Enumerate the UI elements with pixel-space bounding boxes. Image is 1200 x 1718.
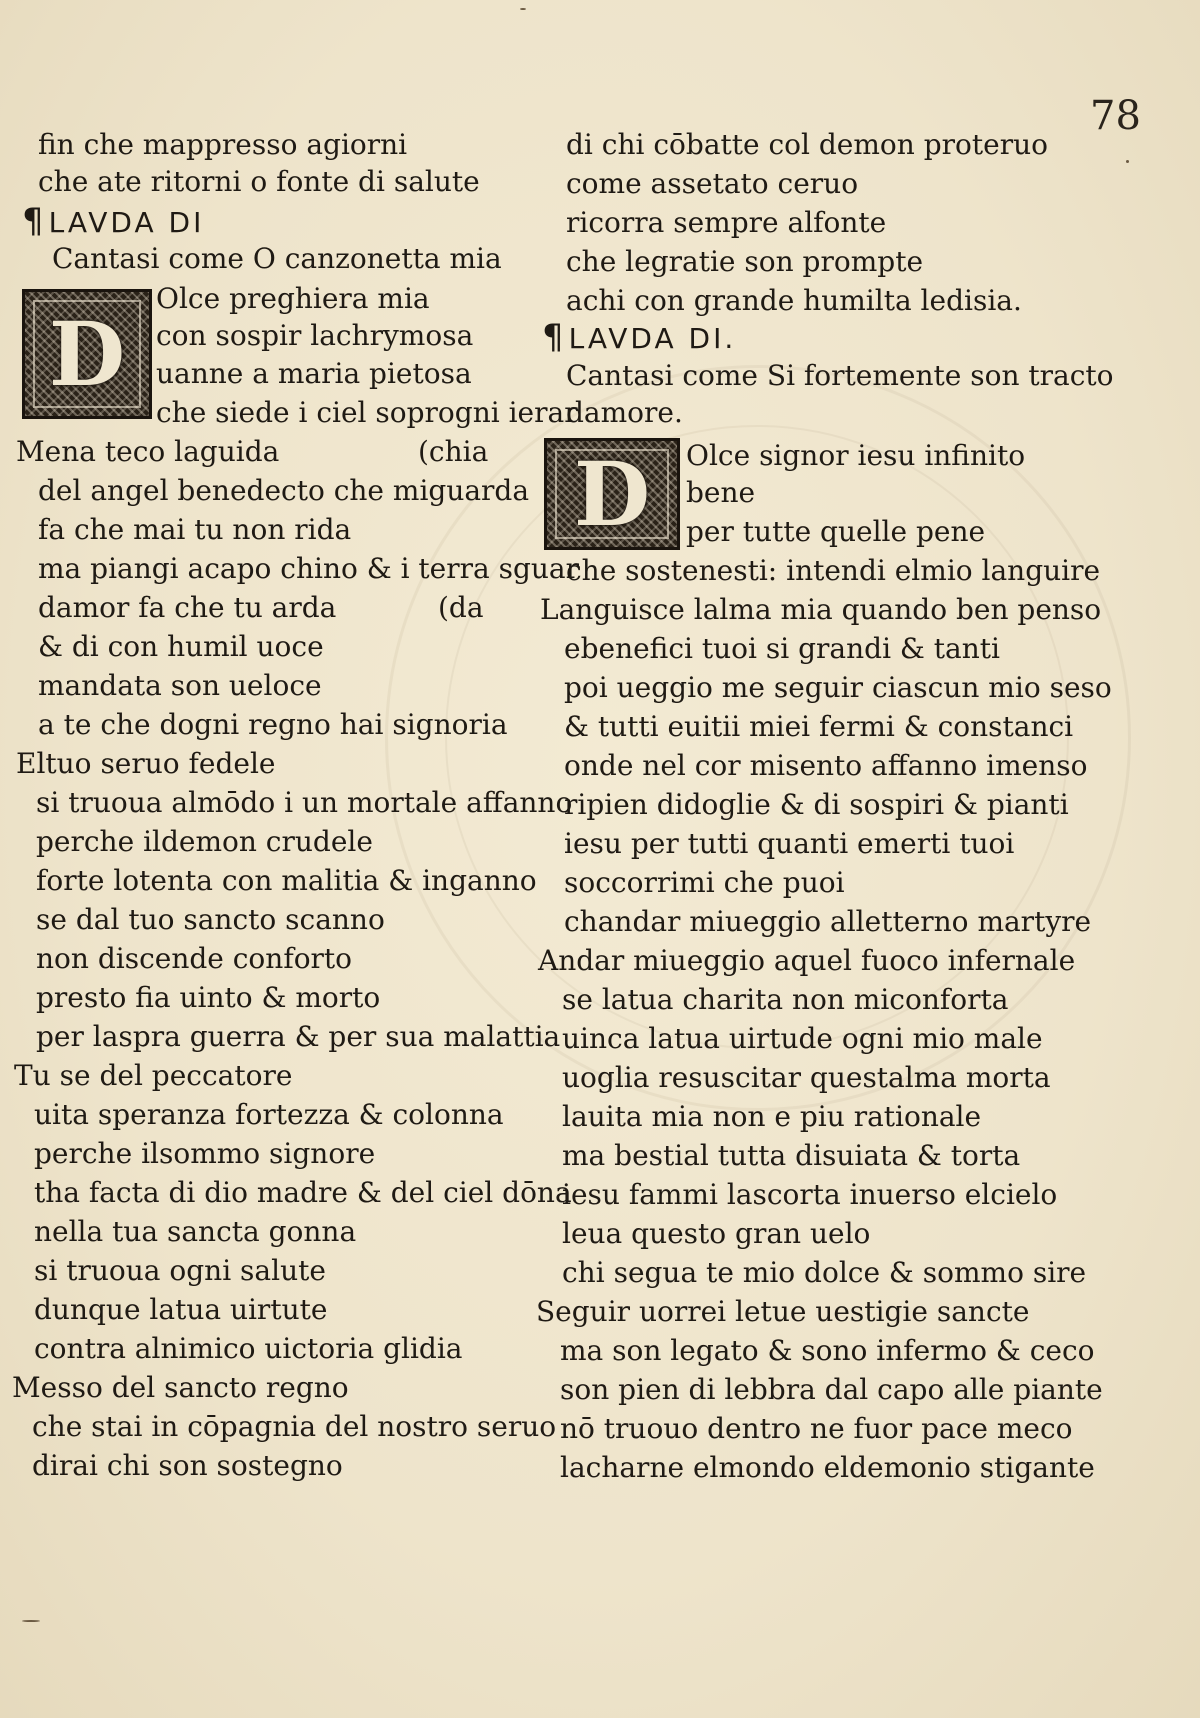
text-line: che legratie son prompte [566,245,924,278]
initial-letter: D [573,442,651,546]
heading-text: LAVDA DI. [568,322,737,355]
text-line: che ate ritorni o fonte di salute [38,165,480,198]
pilcrow-icon: ¶ [22,201,47,241]
text-line: Olce signor iesu infinito [686,439,1026,472]
pilcrow-icon: ¶ [542,317,567,357]
text-line: ripien didoglie & di sospiri & pianti [564,788,1069,821]
text-line: fa che mai tu non rida [38,513,352,546]
text-line: nella tua sancta gonna [34,1215,357,1248]
text-line: & tutti euitii miei fermi & constanci [564,710,1074,743]
text-line: lauita mia non e piu rationale [562,1100,982,1133]
text-line: bene [686,476,756,509]
decorated-initial [22,289,152,419]
text-line: a te che dogni regno hai signoria [38,708,508,741]
text-line: onde nel cor misento affanno imenso [564,749,1088,782]
text-line: per laspra guerra & per sua malattia [36,1020,561,1053]
text-line: uoglia resuscitar questalma morta [562,1061,1051,1094]
text-line: uanne a maria pietosa [156,357,472,390]
text-line: damor fa che tu arda [38,591,337,624]
text-line: chi segua te mio dolce & sommo sire [562,1256,1087,1289]
section-heading [22,201,205,242]
text-line: se dal tuo sancto scanno [36,903,385,936]
text-line: ma son legato & sono infermo & ceco [560,1334,1095,1367]
text-line: che siede i ciel soprogni ierar [156,396,578,429]
text-line: damore. [566,396,683,429]
text-line: con sospir lachrymosa [156,319,474,352]
text-line: che stai in cōpagnia del nostro seruo [32,1410,557,1443]
text-line: poi ueggio me seguir ciascun mio seso [564,671,1112,704]
text-line: come assetato ceruo [566,167,859,200]
text-line: di chi cōbatte col demon proteruo [566,128,1048,161]
text-line: contra alnimico uictoria glidia [34,1332,463,1365]
text-line: ricorra sempre alfonte [566,206,887,239]
heading-text: LAVDA DI [48,206,205,239]
text-line: per tutte quelle pene [686,515,986,548]
text-line: Eltuo seruo fedele [16,747,276,780]
text-line: soccorrimi che puoi [564,866,845,899]
text-line: Cantasi come Si fortemente son tracto [566,359,1114,392]
text-line: Languisce lalma mia quando ben penso [540,593,1102,626]
text-line: iesu fammi lascorta inuerso elcielo [562,1178,1058,1211]
text-line: mandata son ueloce [38,669,322,702]
text-line: dunque latua uirtute [34,1293,328,1326]
text-line: perche ilsommo signore [34,1137,376,1170]
text-line: si truoua almōdo i un mortale affanno [36,786,573,819]
text-line: & di con humil uoce [38,630,324,663]
text-line: uita speranza fortezza & colonna [34,1098,504,1131]
text-line: ma bestial tutta disuiata & torta [562,1139,1021,1172]
text-line: chandar miueggio alletterno martyre [564,905,1092,938]
text-line: ma piangi acapo chino & i terra sguar [38,552,580,585]
text-line: tha facta di dio madre & del ciel dōna [34,1176,572,1209]
text-line: presto fia uinto & morto [36,981,381,1014]
margin-note: (chia [418,435,489,468]
text-line: dirai chi son sostegno [32,1449,343,1482]
text-line: nō truouo dentro ne fuor pace meco [560,1412,1073,1445]
text-line: Olce preghiera mia [156,282,430,315]
text-line: leua questo gran uelo [562,1217,871,1250]
text-line: Andar miueggio aquel fuoco infernale [538,944,1076,977]
text-line: ebenefici tuoi si grandi & tanti [564,632,1000,665]
text-line: si truoua ogni salute [34,1254,326,1287]
decorated-initial [544,438,680,550]
text-line: achi con grande humilta ledisia. [566,284,1022,317]
text-line: che sostenesti: intendi elmio languire [566,554,1101,587]
text-line: non discende conforto [36,942,353,975]
paper-speck [22,1620,40,1622]
text-line: uinca latua uirtude ogni mio male [562,1022,1043,1055]
text-line: iesu per tutti quanti emerti tuoi [564,827,1015,860]
text-line: del angel benedecto che miguarda [38,474,530,507]
paper-speck [520,8,526,10]
text-line: fin che mappresso agiorni [38,128,408,161]
paper-speck [1126,160,1129,163]
initial-letter: D [48,302,126,406]
folio-number: 78 [1090,93,1141,139]
margin-note: (da [438,591,484,624]
text-line: perche ildemon crudele [36,825,373,858]
text-line: lacharne elmondo eldemonio stigante [560,1451,1095,1484]
text-line: Messo del sancto regno [12,1371,349,1404]
text-line: se latua charita non miconforta [562,983,1009,1016]
text-line: son pien di lebbra dal capo alle piante [560,1373,1103,1406]
text-line: Seguir uorrei letue uestigie sancte [536,1295,1030,1328]
section-heading [542,317,737,358]
text-line: Mena teco laguida [16,435,280,468]
text-line: Tu se del peccatore [14,1059,293,1092]
text-line: Cantasi come O canzonetta mia [52,242,502,275]
text-line: forte lotenta con malitia & inganno [36,864,537,897]
